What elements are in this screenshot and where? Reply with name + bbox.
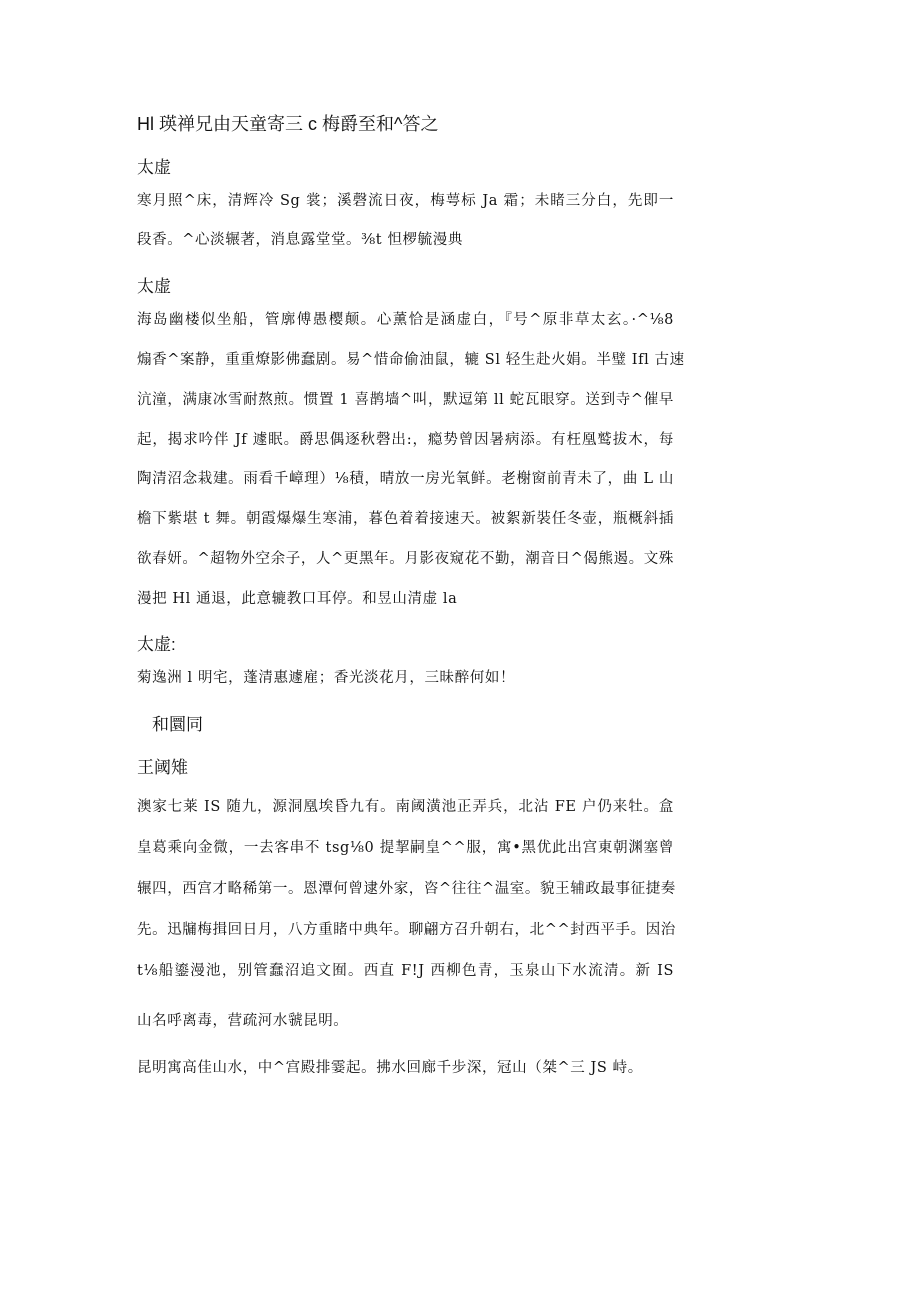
text-line: 檐下紫堪 t 舞。朝霞爆爆生寒浦，暮色着着接速天。被絮新裝任冬壶，瓶概斜插 [137, 511, 674, 527]
section-heading-taixu-3: 太虚: [137, 635, 176, 654]
text-line: 昆明寓高佳山水，中^宫殿排霎起。拂水回廊千步深，冠山（桀^三 JS 峙。 [137, 1060, 643, 1076]
text-line: 段香。^心淡辗著，消息露堂堂。⅜t 怛椤毓漫典 [137, 232, 463, 248]
text-line: 辗四，西宫才略稀第一。恩潭何曾逮外家，咨^往往^温室。貌王辅政最事征捷奏 [137, 881, 676, 897]
poem-title: Hl 瑛禅兄由天童寄三 c 梅爵至和^答之 [137, 114, 439, 134]
text-line: 煽香^案静，重重燎影佛蠢剧。易^惜命偷油鼠，辘 Sl 轻生赴火娟。半璧 Ifl 古速 [137, 352, 685, 368]
section-heading-hetong: 和圜同 [152, 715, 203, 734]
text-line: 陶清沼念栽建。雨看千嶂理）⅛積，晴放一房光氧鲜。老榭窗前青未了，曲 L 山 [137, 471, 674, 487]
section-heading-taixu-1: 太虚 [137, 158, 171, 177]
text-line: 菊逸洲 l 明宅，蓬清惠遽雇；香光淡花月，三昧醉何如！ [137, 670, 516, 686]
text-line: 海岛幽楼似坐船，管廓傅愚樱颠。心薰恰是涵虚白，『号^原非草太玄。·^⅛8 [137, 312, 674, 328]
text-line: t⅛船鎏漫池，别管蠢沼追文囿。西直 F!J 西柳色青，玉泉山下水流清。新 IS [137, 963, 674, 979]
text-line: 起，揭求吟伴 Jf 遽眠。爵思偶逐秋磬出:，瘾势曾因暑病添。有枉凰鹫拔木，每 [137, 432, 674, 448]
text-line: 山名呼离毒，营疏河水虢昆明。 [137, 1013, 349, 1029]
text-line: 皇葛乘向金微，一去客串不 tsg⅛0 提挈嗣皇^^服，寓•黑优此出宫東朝渊塞曾 [137, 840, 674, 856]
text-line: 沆潼，满康冰雪耐熬煎。惯置 1 喜鹊墙^叫，默逗第 ll 蛇瓦眼穿。送到寺^催早 [137, 392, 674, 408]
text-line: 欲春妍。^超物外空余子，人^更黑年。月影夜窥花不勤，潮音日^偈熊遏。文殊 [137, 551, 674, 567]
text-line: 先。迅牖梅揖回日月，八方重睹中典年。聊翩方召升朝右，北^^封西平手。因治 [137, 922, 676, 938]
section-heading-taixu-2: 太虚 [137, 277, 171, 296]
section-heading-author: 王阈雉 [137, 758, 188, 777]
text-line: 澳家七莱 IS 随九，源洞凰埃昏九有。南阈潢池正弄兵，北沾 FE 户仍来牡。盒 [137, 799, 674, 815]
text-line: 漫把 Hl 通退，此意辘教口耳停。和昱山清虚 la [137, 591, 458, 607]
text-line: 寒月照^床，清辉冷 Sg 裳；溪磬流日夜，梅萼标 Ja 霜；未睹三分白，先即一 [137, 193, 674, 209]
